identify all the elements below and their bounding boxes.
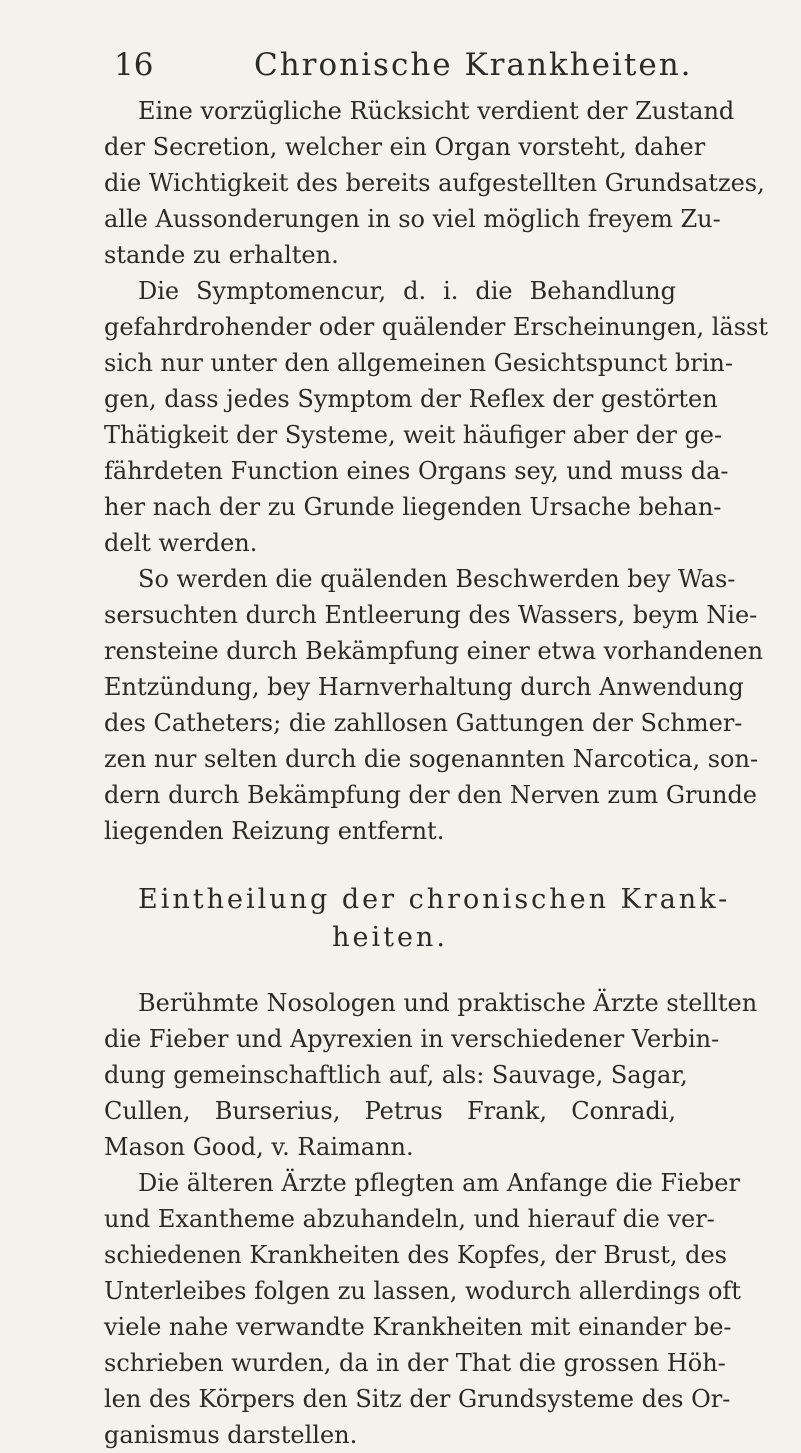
- text-line: liegenden Reizung entfernt.: [104, 817, 445, 845]
- text-line: stande zu erhalten.: [104, 241, 339, 269]
- text-line: delt werden.: [104, 529, 258, 557]
- text-line: dern durch Bekämpfung der den Nerven zum Grunde: [104, 781, 758, 809]
- text-line: So werden die quälenden Beschwerden bey Was-: [138, 565, 736, 593]
- text-line: Die Symptomencur, d. i. die Behandlung: [138, 277, 676, 305]
- text-line: her nach der zu Grunde liegenden Ursache behan-: [104, 493, 722, 521]
- text-line: Berühmte Nosologen und praktische Ärzte stellten: [138, 989, 758, 1017]
- text-line: gefahrdrohender oder quälender Erscheinungen, lässt: [104, 313, 769, 341]
- text-line: und Exantheme abzuhandeln, und hierauf die ver-: [104, 1205, 715, 1233]
- text-line: zen nur selten durch die sogenannten Narcotica, son-: [104, 745, 759, 773]
- text-line: Thätigkeit der Systeme, weit häufiger aber der ge-: [104, 421, 723, 449]
- paragraph: [104, 985, 758, 1165]
- text-line: len des Körpers den Sitz der Grundsysteme des Or-: [104, 1385, 731, 1413]
- text-line: schiedenen Krankheiten des Kopfes, der Brust, des: [104, 1241, 727, 1269]
- text-line: sersuchten durch Entleerung des Wassers, beym Nie-: [104, 601, 758, 629]
- text-line: schrieben wurden, da in der That die grossen Höh-: [104, 1349, 726, 1377]
- text-line: alle Aussonderungen in so viel möglich freyem Zu-: [104, 205, 721, 233]
- page-header: [114, 40, 693, 90]
- text-line: der Secretion, welcher ein Organ vorsteht, daher: [104, 133, 706, 161]
- paragraph: [104, 273, 769, 561]
- text-line: fährdeten Function eines Organs sey, und muss da-: [104, 457, 729, 485]
- text-line: viele nahe verwandte Krankheiten mit einander be-: [104, 1313, 732, 1341]
- paragraph: [104, 93, 765, 273]
- page-number: 16: [114, 47, 154, 83]
- text-line: sich nur unter den allgemeinen Gesichtspunct brin-: [104, 349, 733, 377]
- paragraph: [104, 1165, 741, 1453]
- text-line: die Fieber und Apyrexien in verschiedener Verbin-: [104, 1025, 720, 1053]
- paragraph: [104, 561, 764, 849]
- text-line: gen, dass jedes Symptom der Reflex der gestörten: [104, 385, 718, 413]
- text-line: Die älteren Ärzte pflegten am Anfange die Fieber: [138, 1169, 740, 1197]
- text-line: Entzündung, bey Harnverhaltung durch Anwendung: [104, 673, 744, 701]
- text-line: Unterleibes folgen zu lassen, wodurch allerdings oft: [104, 1277, 741, 1305]
- text-line: des Catheters; die zahllosen Gattungen der Schmer-: [104, 709, 743, 737]
- text-line: die Wichtigkeit des bereits aufgestellten Grundsatzes,: [104, 169, 765, 197]
- text-line: Eine vorzügliche Rücksicht verdient der Zustand: [138, 97, 735, 125]
- heading-line: Eintheilung der chronischen Krank-: [138, 884, 731, 915]
- text-line: ganismus darstellen.: [104, 1421, 358, 1449]
- heading-line: heiten.: [332, 922, 448, 953]
- text-line: rensteine durch Bekämpfung einer etwa vorhandenen: [104, 637, 764, 665]
- section-heading: [104, 881, 731, 957]
- text-line: Mason Good, v. Raimann.: [104, 1133, 414, 1161]
- text-line: dung gemeinschaftlich auf, als: Sauvage, Sagar,: [104, 1061, 688, 1089]
- running-title: Chronische Krankheiten.: [254, 47, 693, 83]
- text-line: Cullen, Burserius, Petrus Frank, Conradi,: [104, 1097, 676, 1125]
